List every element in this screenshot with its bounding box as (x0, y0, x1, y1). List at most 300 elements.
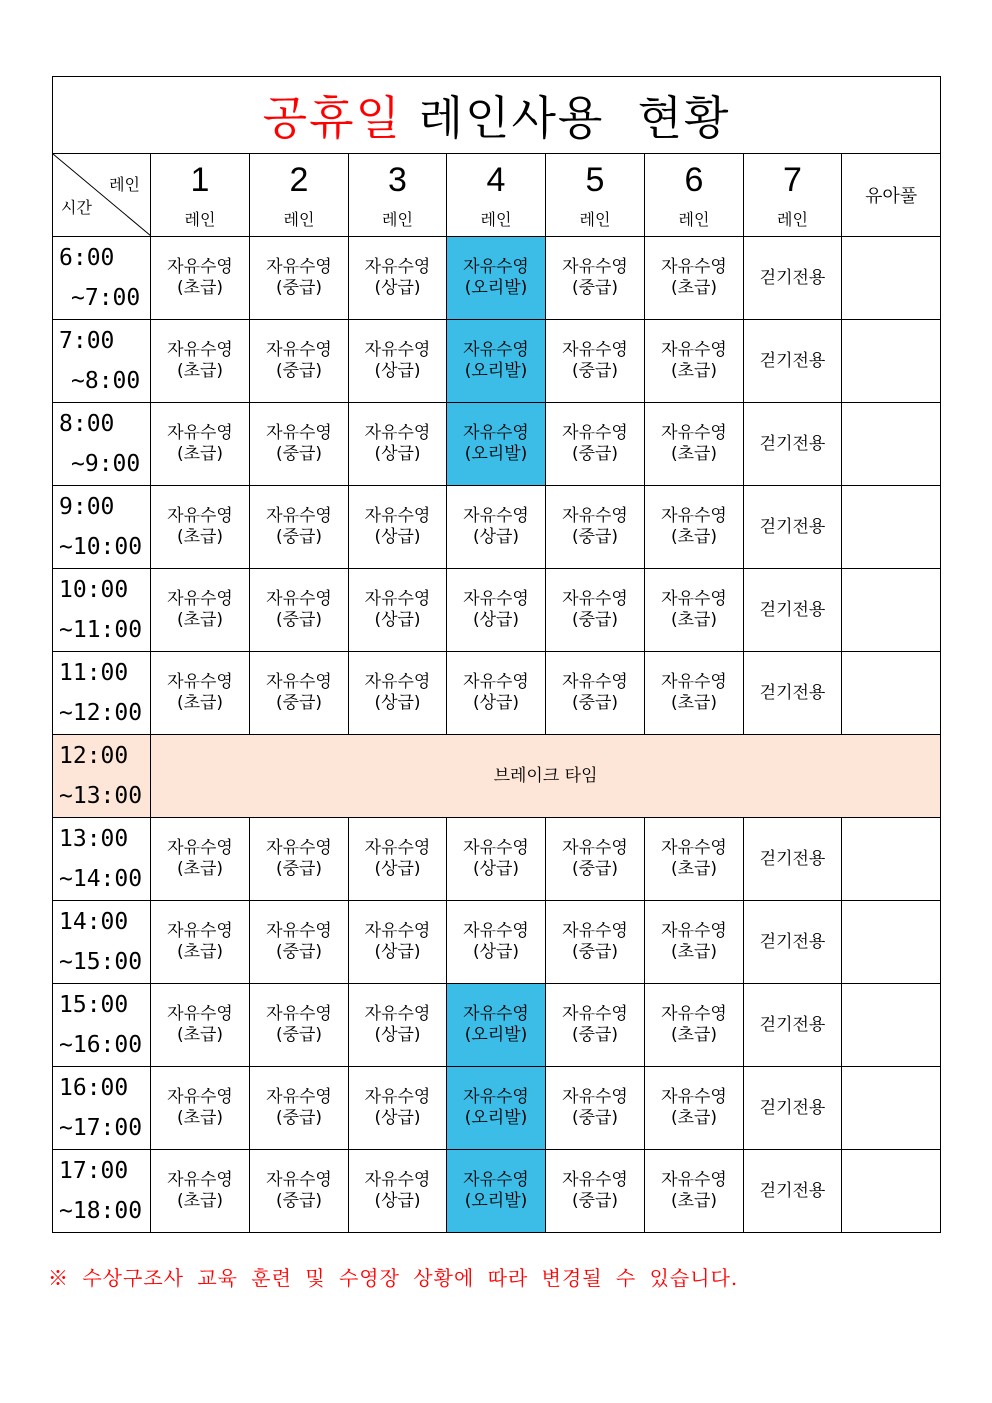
lane-cell (349, 237, 447, 320)
time-start: 13:00 (59, 826, 129, 852)
lane-activity: 자유수영 (266, 589, 332, 609)
time-slot (53, 984, 151, 1067)
kids-pool-cell (842, 237, 941, 320)
corner-time-label: 시간 (61, 198, 92, 217)
lane-cell (250, 237, 349, 320)
lane-number: 7 (783, 160, 802, 199)
lane-activity: 자유수영 (266, 257, 332, 277)
lane-activity: 자유수영 (562, 1004, 628, 1024)
lane-cell (546, 569, 645, 652)
lane-cell (447, 1150, 546, 1233)
lane-level: (오리발) (464, 1025, 528, 1045)
lane-level: (초급) (176, 444, 224, 464)
lane-level: (상급) (374, 693, 421, 713)
lane-word: 레인 (678, 209, 710, 229)
corner-lane-label: 레인 (109, 175, 140, 194)
lane-level: (중급) (571, 693, 619, 713)
lane-activity: 자유수영 (364, 672, 431, 692)
lane-cell (546, 237, 645, 320)
lane-cell (546, 486, 645, 569)
lane-word: 레인 (382, 209, 413, 229)
table-row (53, 486, 941, 569)
lane-word: 레인 (283, 209, 315, 229)
lane-activity: 자유수영 (266, 340, 332, 360)
time-slot (53, 901, 151, 984)
lane-activity: 자유수영 (364, 423, 431, 443)
kids-pool-cell (842, 403, 941, 486)
lane-activity: 자유수영 (266, 838, 332, 858)
lane-level: (상급) (374, 1191, 421, 1211)
lane-header-5 (546, 154, 645, 237)
lane-cell (250, 818, 349, 901)
lane-level: (오리발) (464, 1191, 528, 1211)
lane-activity: 자유수영 (661, 423, 727, 443)
lane-level: (초급) (670, 942, 718, 962)
time-slot (53, 486, 151, 569)
lane-activity: 자유수영 (167, 1170, 233, 1190)
lane-cell (151, 569, 250, 652)
time-slot (53, 652, 151, 735)
time-end: ~11:00 (59, 617, 143, 643)
time-start: 14:00 (59, 909, 129, 935)
table-row (53, 403, 941, 486)
lane-cell (250, 652, 349, 735)
walking-lane-cell: 걷기전용 (744, 652, 842, 735)
lane-level: (상급) (472, 859, 520, 879)
lane-schedule-table (52, 76, 941, 1233)
lane-word: 레인 (579, 209, 611, 229)
lane-activity: 자유수영 (661, 672, 727, 692)
corner-header (53, 154, 151, 237)
lane-activity: 자유수영 (463, 672, 529, 692)
title-red-part: 공휴일 (262, 91, 402, 145)
lane-activity: 자유수영 (167, 423, 233, 443)
walking-lane-cell: 걷기전용 (744, 320, 842, 403)
lane-activity: 자유수영 (364, 921, 431, 941)
table-row (53, 652, 941, 735)
lane-level: (초급) (670, 859, 718, 879)
lane-cell (546, 1067, 645, 1150)
lane-activity: 자유수영 (364, 1004, 431, 1024)
lane-level: (중급) (571, 527, 619, 547)
lane-cell (645, 984, 744, 1067)
lane-cell (546, 320, 645, 403)
time-slot (53, 403, 151, 486)
time-slot (53, 569, 151, 652)
time-end: ~15:00 (59, 949, 143, 975)
lane-cell (645, 818, 744, 901)
lane-cell (151, 1150, 250, 1233)
lane-cell (546, 652, 645, 735)
lane-activity: 자유수영 (266, 672, 332, 692)
lane-cell (151, 984, 250, 1067)
lane-cell (546, 403, 645, 486)
lane-activity: 자유수영 (562, 423, 628, 443)
lane-activity: 자유수영 (661, 506, 727, 526)
lane-level: (오리발) (464, 1108, 528, 1128)
lane-level: (상급) (374, 527, 421, 547)
lane-level: (중급) (275, 444, 323, 464)
lane-cell (447, 652, 546, 735)
time-start: 10:00 (59, 577, 129, 603)
lane-activity: 자유수영 (167, 506, 233, 526)
lane-level: (초급) (176, 1108, 224, 1128)
kids-pool-cell (842, 984, 941, 1067)
lane-level: (초급) (670, 361, 718, 381)
lane-cell (250, 320, 349, 403)
lane-activity: 자유수영 (562, 1087, 628, 1107)
lane-level: (상급) (374, 610, 421, 630)
lane-level: (중급) (571, 444, 619, 464)
table-row (53, 320, 941, 403)
walking-lane-cell: 걷기전용 (744, 569, 842, 652)
lane-level: (중급) (571, 361, 619, 381)
lane-number: 6 (684, 160, 704, 199)
lane-cell (250, 1150, 349, 1233)
lane-activity: 자유수영 (266, 506, 332, 526)
lane-level: (초급) (176, 527, 224, 547)
lane-cell (151, 403, 250, 486)
lane-header-4 (447, 154, 546, 237)
lane-cell (447, 818, 546, 901)
lane-cell (447, 320, 546, 403)
lane-level: (중급) (275, 527, 323, 547)
time-start: 8:00 (59, 411, 115, 437)
lane-cell (645, 1067, 744, 1150)
time-start: 7:00 (59, 328, 115, 354)
walking-lane-cell: 걷기전용 (744, 1150, 842, 1233)
lane-level: (중급) (275, 361, 323, 381)
lane-cell (151, 237, 250, 320)
lane-cell (447, 569, 546, 652)
title-black-part: 레인사용 현황 (401, 91, 731, 145)
lane-level: (중급) (275, 610, 323, 630)
table-row (53, 1150, 941, 1233)
lane-activity: 자유수영 (364, 257, 431, 277)
lane-activity: 자유수영 (463, 589, 529, 609)
lane-level: (중급) (275, 693, 323, 713)
lane-activity: 자유수영 (562, 838, 628, 858)
time-end: ~14:00 (59, 866, 143, 892)
kids-pool-cell (842, 1067, 941, 1150)
lane-activity: 자유수영 (463, 423, 529, 443)
lane-cell (447, 1067, 546, 1150)
lane-level: (중급) (571, 1025, 619, 1045)
lane-activity: 자유수영 (266, 921, 332, 941)
lane-cell (546, 1150, 645, 1233)
lane-cell (645, 320, 744, 403)
kids-pool-cell (842, 569, 941, 652)
lane-cell (151, 652, 250, 735)
lane-level: (초급) (670, 693, 718, 713)
lane-activity: 자유수영 (661, 1004, 727, 1024)
lane-activity: 자유수영 (463, 257, 529, 277)
lane-number: 5 (585, 160, 605, 199)
lane-activity: 자유수영 (167, 838, 233, 858)
walking-lane-cell: 걷기전용 (744, 237, 842, 320)
lane-activity: 자유수영 (266, 423, 332, 443)
lane-activity: 자유수영 (167, 257, 233, 277)
lane-level: (중급) (275, 942, 323, 962)
lane-level: (중급) (571, 859, 619, 879)
time-end: ~13:00 (59, 783, 143, 809)
walking-lane-cell: 걷기전용 (744, 818, 842, 901)
table-row (53, 901, 941, 984)
time-slot (53, 237, 151, 320)
lane-activity: 자유수영 (562, 1170, 628, 1190)
lane-cell (447, 486, 546, 569)
lane-cell (250, 1067, 349, 1150)
lane-level: (오리발) (464, 361, 528, 381)
lane-cell (349, 818, 447, 901)
kids-pool-header: 유아풀 (842, 154, 941, 237)
lane-level: (초급) (176, 1191, 224, 1211)
lane-activity: 자유수영 (562, 672, 628, 692)
lane-level: (상급) (472, 610, 520, 630)
lane-activity: 자유수영 (562, 506, 628, 526)
lane-activity: 자유수영 (364, 1087, 431, 1107)
time-start: 12:00 (59, 743, 129, 769)
lane-level: (상급) (374, 1025, 421, 1045)
lane-level: (상급) (472, 942, 520, 962)
table-row (53, 569, 941, 652)
lane-cell (645, 901, 744, 984)
lane-number: 4 (486, 160, 506, 199)
lane-cell (250, 486, 349, 569)
page-title (53, 77, 941, 154)
lane-level: (중급) (275, 1191, 323, 1211)
lane-cell (349, 984, 447, 1067)
walking-lane-cell: 걷기전용 (744, 1067, 842, 1150)
lane-header-6 (645, 154, 744, 237)
lane-word: 레인 (184, 209, 216, 229)
lane-activity: 자유수영 (661, 1170, 727, 1190)
lane-activity: 자유수영 (463, 1087, 529, 1107)
lane-level: (상급) (472, 527, 520, 547)
lane-header-7 (744, 154, 842, 237)
lane-cell (546, 984, 645, 1067)
time-start: 15:00 (59, 992, 129, 1018)
time-end: ~9:00 (71, 451, 141, 477)
lane-level: (초급) (176, 610, 224, 630)
time-slot (53, 320, 151, 403)
kids-pool-cell (842, 1150, 941, 1233)
lane-activity: 자유수영 (167, 340, 233, 360)
lane-activity: 자유수영 (167, 1004, 233, 1024)
lane-level: (초급) (670, 1191, 718, 1211)
lane-level: (초급) (670, 278, 718, 298)
table-row (53, 1067, 941, 1150)
lane-activity: 자유수영 (364, 506, 431, 526)
lane-activity: 자유수영 (266, 1170, 332, 1190)
lane-header-3 (349, 154, 447, 237)
time-end: ~18:00 (59, 1198, 143, 1224)
walking-lane-cell: 걷기전용 (744, 901, 842, 984)
lane-activity: 자유수영 (364, 1170, 431, 1190)
lane-level: (중급) (571, 1191, 619, 1211)
lane-level: (중급) (275, 859, 323, 879)
time-end: ~16:00 (59, 1032, 143, 1058)
lane-cell (349, 403, 447, 486)
kids-pool-cell (842, 320, 941, 403)
lane-activity: 자유수영 (463, 921, 529, 941)
time-slot (53, 818, 151, 901)
lane-level: (초급) (176, 859, 224, 879)
break-time-cell: 브레이크 타임 (151, 735, 941, 818)
lane-level: (초급) (176, 1025, 224, 1045)
lane-activity: 자유수영 (167, 672, 233, 692)
time-start: 17:00 (59, 1158, 129, 1184)
lane-activity: 자유수영 (167, 1087, 233, 1107)
lane-cell (645, 569, 744, 652)
lane-level: (초급) (670, 444, 718, 464)
lane-level: (초급) (176, 361, 224, 381)
time-slot (53, 735, 151, 818)
lane-cell (151, 901, 250, 984)
lane-cell (447, 237, 546, 320)
lane-number: 3 (388, 160, 407, 199)
time-end: ~17:00 (59, 1115, 143, 1141)
lane-level: (중급) (571, 610, 619, 630)
lane-level: (초급) (176, 693, 224, 713)
lane-cell (546, 818, 645, 901)
walking-lane-cell: 걷기전용 (744, 403, 842, 486)
lane-activity: 자유수영 (463, 838, 529, 858)
lane-cell (151, 486, 250, 569)
lane-cell (151, 320, 250, 403)
lane-level: (중급) (275, 1108, 323, 1128)
time-start: 6:00 (59, 245, 115, 271)
lane-activity: 자유수영 (463, 1004, 529, 1024)
lane-level: (상급) (472, 693, 520, 713)
kids-pool-cell (842, 486, 941, 569)
lane-activity: 자유수영 (167, 589, 233, 609)
lane-level: (중급) (571, 278, 619, 298)
table-row (53, 818, 941, 901)
break-row (53, 735, 941, 818)
lane-level: (상급) (374, 859, 421, 879)
lane-activity: 자유수영 (661, 589, 727, 609)
lane-level: (상급) (374, 444, 421, 464)
time-start: 9:00 (59, 494, 115, 520)
kids-pool-cell (842, 818, 941, 901)
lane-level: (초급) (670, 610, 718, 630)
lane-cell (349, 901, 447, 984)
lane-cell (151, 1067, 250, 1150)
lane-level: (초급) (176, 942, 224, 962)
lane-cell (645, 652, 744, 735)
lane-level: (중급) (571, 1108, 619, 1128)
notice-text: ※ 수상구조사 교육 훈련 및 수영장 상황에 따라 변경될 수 있습니다. (48, 1266, 739, 1290)
lane-activity: 자유수영 (167, 921, 233, 941)
lane-level: (중급) (275, 1025, 323, 1045)
lane-activity: 자유수영 (661, 838, 727, 858)
lane-cell (250, 984, 349, 1067)
lane-activity: 자유수영 (463, 340, 529, 360)
table-row (53, 237, 941, 320)
lane-activity: 자유수영 (661, 921, 727, 941)
lane-level: (중급) (275, 278, 323, 298)
time-end: ~10:00 (59, 534, 143, 560)
lane-level: (상급) (374, 278, 421, 298)
lane-activity: 자유수영 (562, 257, 628, 277)
lane-cell (349, 1150, 447, 1233)
lane-activity: 자유수영 (562, 589, 628, 609)
lane-level: (초급) (670, 1108, 718, 1128)
lane-word: 레인 (480, 209, 512, 229)
lane-activity: 자유수영 (463, 1170, 529, 1190)
lane-level: (초급) (176, 278, 224, 298)
lane-cell (447, 403, 546, 486)
time-end: ~8:00 (71, 368, 141, 394)
lane-header-2 (250, 154, 349, 237)
kids-pool-cell (842, 652, 941, 735)
lane-cell (250, 403, 349, 486)
lane-level: (상급) (374, 942, 421, 962)
lane-level: (상급) (374, 1108, 421, 1128)
lane-level: (오리발) (464, 444, 528, 464)
time-slot (53, 1150, 151, 1233)
lane-cell (349, 652, 447, 735)
lane-activity: 자유수영 (463, 506, 529, 526)
lane-number: 1 (190, 160, 210, 199)
lane-activity: 자유수영 (266, 1087, 332, 1107)
lane-cell (645, 237, 744, 320)
lane-cell (250, 901, 349, 984)
kids-pool-cell (842, 901, 941, 984)
lane-cell (349, 486, 447, 569)
lane-level: (상급) (374, 361, 421, 381)
walking-lane-cell: 걷기전용 (744, 486, 842, 569)
lane-level: (중급) (571, 942, 619, 962)
time-slot (53, 1067, 151, 1150)
lane-activity: 자유수영 (661, 257, 727, 277)
lane-cell (645, 403, 744, 486)
time-start: 16:00 (59, 1075, 129, 1101)
time-end: ~12:00 (59, 700, 143, 726)
lane-activity: 자유수영 (266, 1004, 332, 1024)
lane-cell (645, 486, 744, 569)
table-row (53, 984, 941, 1067)
time-start: 11:00 (59, 660, 129, 686)
lane-cell (349, 1067, 447, 1150)
lane-cell (250, 569, 349, 652)
lane-cell (546, 901, 645, 984)
lane-cell (447, 984, 546, 1067)
header-row (53, 154, 941, 237)
lane-cell (447, 901, 546, 984)
lane-cell (151, 818, 250, 901)
lane-level: (초급) (670, 1025, 718, 1045)
lane-activity: 자유수영 (661, 1087, 727, 1107)
lane-activity: 자유수영 (364, 340, 431, 360)
lane-level: (오리발) (464, 278, 528, 298)
lane-level: (초급) (670, 527, 718, 547)
lane-word: 레인 (777, 209, 808, 229)
lane-header-1 (151, 154, 250, 237)
lane-activity: 자유수영 (562, 921, 628, 941)
time-end: ~7:00 (71, 285, 141, 311)
walking-lane-cell: 걷기전용 (744, 984, 842, 1067)
lane-activity: 자유수영 (364, 589, 431, 609)
schedule-body (53, 237, 941, 1233)
lane-number: 2 (289, 160, 309, 199)
lane-activity: 자유수영 (364, 838, 431, 858)
lane-activity: 자유수영 (661, 340, 727, 360)
lane-activity: 자유수영 (562, 340, 628, 360)
lane-cell (349, 569, 447, 652)
lane-cell (645, 1150, 744, 1233)
